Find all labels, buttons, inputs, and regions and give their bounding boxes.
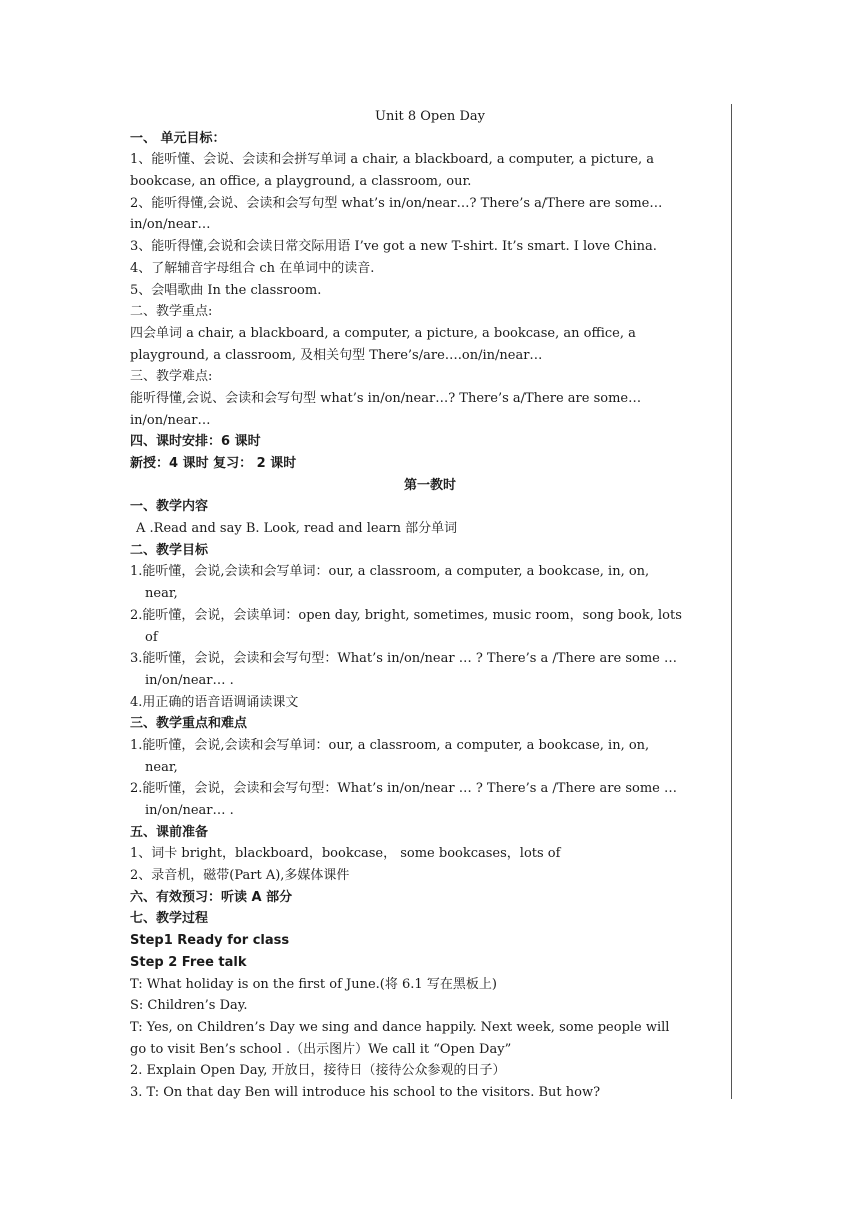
document-line: 六、有效预习：听读 A 部分 [130, 889, 293, 905]
document-line: 一、 单元目标： [130, 130, 226, 146]
document-line: near, [145, 759, 178, 775]
document-line: go to visit Ben’s school .（出示图片）We call it “Open Day” [130, 1041, 512, 1057]
document-line: in/on/near… . [145, 803, 234, 818]
document-line: 5、会唱歌曲 In the classroom. [130, 282, 322, 298]
document-title: Unit 8 Open Day [375, 109, 485, 124]
document-line: 一、教学内容 [130, 499, 209, 515]
document-line: 四、课时安排：6 课时 [130, 434, 261, 450]
document-line: 2. Explain Open Day, 开放日，接待日（接待公众参观的日子） [130, 1063, 506, 1079]
document-line: in/on/near… [130, 217, 211, 233]
document-line: in/on/near… . [145, 672, 234, 688]
document-line: 2、录音机，磁带(Part A),多媒体课件 [130, 868, 350, 884]
document-line: playground, a classroom, 及相关句型 There’s/are….on/in/near… [130, 347, 543, 363]
document-line: 七、教学过程 [130, 911, 209, 927]
document-line: 五、课前准备 [130, 824, 209, 840]
document-line: in/on/near… [130, 412, 211, 428]
right-margin-rule [731, 104, 732, 1099]
document-line: 二、教学重点: [130, 304, 213, 320]
document-line: of [145, 629, 158, 645]
document-line: 1.能听懂，会说,会读和会写单词：our, a classroom, a computer, a bookcase, in, on, [130, 564, 650, 580]
document-lines [130, 128, 730, 1104]
document-line: 3. T: On that day Ben will introduce his school to the visitors. But how? [130, 1084, 601, 1100]
document-line: 2.能听懂，会说，会读和会写句型：What’s in/on/near … ? There’s a /There are some … [130, 781, 677, 797]
document-line: 1、词卡 bright，blackboard，bookcase， some bookcases，lots of [130, 846, 561, 862]
document-line: 2、能听得懂,会说、会读和会写句型 what’s in/on/near…? There’s a/There are some… [130, 195, 663, 211]
document-line: 4.用正确的语音语调诵读课文 [130, 694, 299, 710]
document-line: 1、能听懂、会说、会读和会拼写单词 a chair, a blackboard, a computer, a picture, a [130, 152, 655, 168]
document-line: 3.能听懂，会说，会读和会写句型：What’s in/on/near … ? There’s a /There are some … [130, 651, 677, 667]
document-line: 新授：4 课时 复习： 2 课时 [130, 456, 297, 471]
document-line: 1.能听懂，会说,会读和会写单词：our, a classroom, a computer, a bookcase, in, on, [130, 737, 650, 753]
document-line: 四会单词 a chair, a blackboard, a computer, a picture, a bookcase, an office, a [130, 325, 636, 341]
document-line: 三、教学难点: [130, 369, 213, 385]
document-line: Step 2 Free talk [130, 954, 247, 970]
document-line: A .Read and say B. Look, read and learn 部分单词 [136, 521, 458, 537]
document-body [130, 106, 730, 1104]
document-line: 2.能听懂，会说，会读单词：open day, bright, sometimes, music room，song book, lots [130, 607, 682, 623]
document-line: 4、了解辅音字母组合 ch 在单词中的读音. [130, 260, 375, 276]
document-line: 能听得懂,会说、会读和会写句型 what’s in/on/near…? There’s a/There are some… [130, 390, 642, 406]
document-line: S: Children’s Day. [130, 998, 248, 1014]
document-line: T: What holiday is on the first of June.(将 6.1 写在黑板上) [130, 976, 497, 992]
document-line: Step1 Ready for class [130, 933, 290, 949]
document-line: bookcase, an office, a playground, a classroom, our. [130, 174, 472, 190]
document-line: 第一教时 [403, 477, 456, 493]
document-line: 三、教学重点和难点 [130, 716, 248, 732]
document-line: near, [145, 586, 178, 602]
document-line: T: Yes, on Children’s Day we sing and dance happily. Next week, some people will [130, 1019, 670, 1035]
document-line: 3、能听得懂,会说和会读日常交际用语 I’ve got a new T-shirt. It’s smart. I love China. [130, 239, 657, 255]
document-line: 二、教学目标 [130, 542, 209, 558]
